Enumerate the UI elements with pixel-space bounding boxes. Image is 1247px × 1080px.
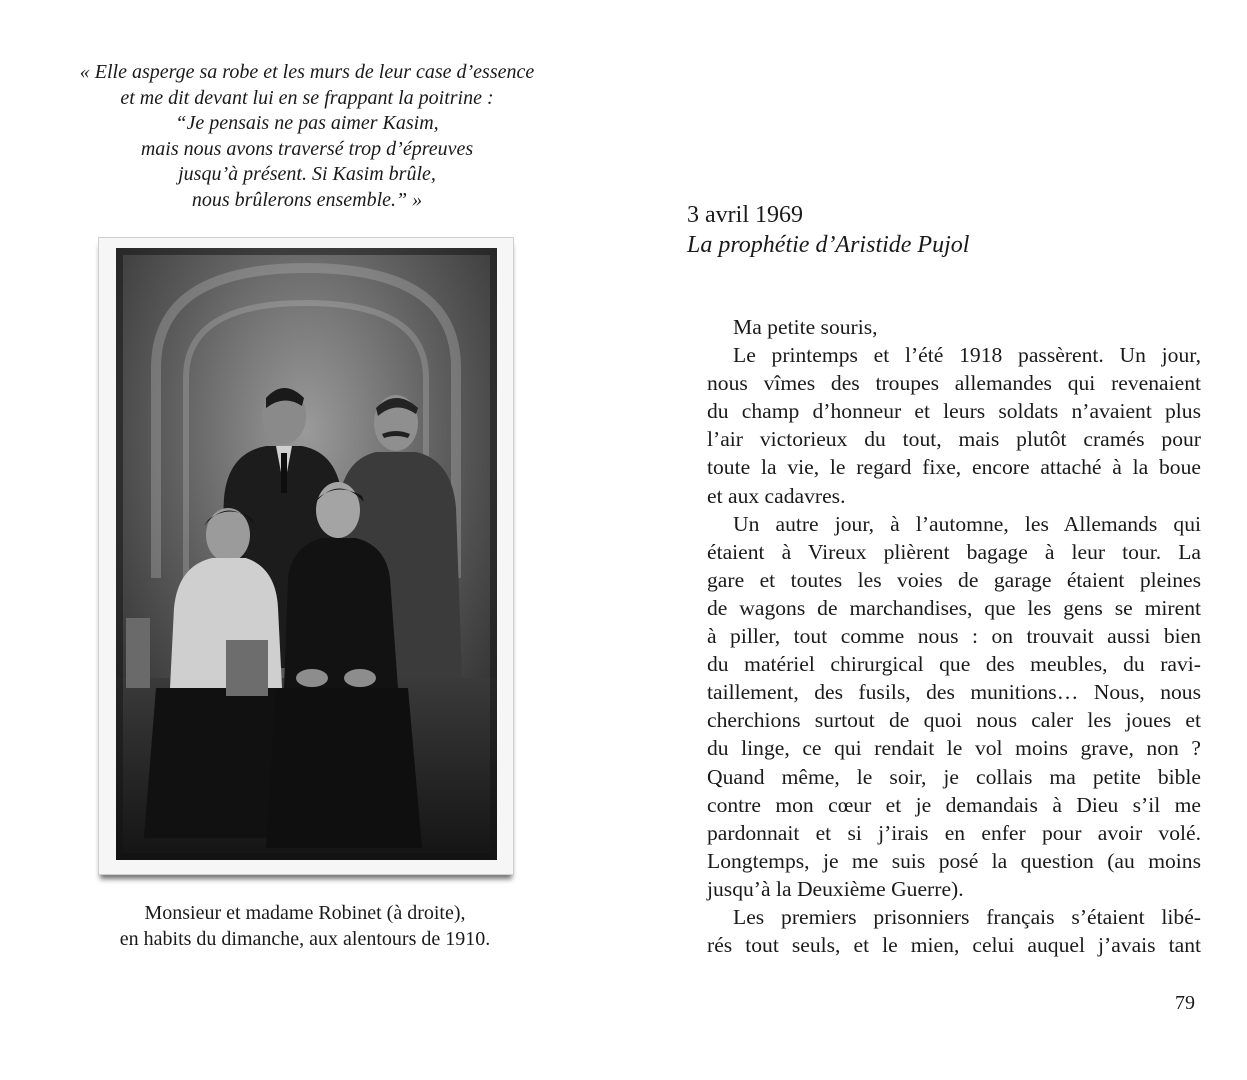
text-line: taillement, des fusils, des munitions… Nous, nous bbox=[707, 680, 1201, 705]
text-line: Les premiers prisonniers français s’étaient libé- bbox=[733, 904, 1201, 929]
epigraph-line: “Je pensais ne pas aimer Kasim, bbox=[175, 112, 439, 134]
portrait-illustration bbox=[116, 248, 497, 860]
epigraph-line: « Elle asperge sa robe et les murs de leur case d’essence bbox=[79, 61, 535, 83]
epigraph-line: nous brûlerons ensemble.” » bbox=[191, 188, 423, 211]
caption-line: en habits du dimanche, aux alentours de 1910. bbox=[119, 928, 491, 950]
text-line: étaient à Vireux plièrent bagage à leur tour. La bbox=[707, 539, 1201, 564]
text-line: et aux cadavres. bbox=[707, 483, 846, 508]
photo-caption bbox=[60, 900, 550, 952]
text-line: Un autre jour, à l’automne, les Allemands qui bbox=[733, 511, 1201, 536]
text-line: rés tout seuls, et le mien, celui auquel j’avais tant bbox=[707, 933, 1201, 958]
text-line: cherchions surtout de quoi nous caler les joues et bbox=[707, 708, 1201, 733]
text-line: du matériel chirurgical que des meubles, du ravi- bbox=[707, 652, 1201, 677]
chapter-heading bbox=[687, 200, 1187, 260]
page-number: 79 bbox=[1175, 992, 1195, 1014]
text-line: Ma petite souris, bbox=[733, 315, 878, 339]
text-line: jusqu’à la Deuxième Guerre). bbox=[707, 876, 964, 901]
text-line: toute la vie, le regard fixe, encore attaché à la boue bbox=[707, 455, 1201, 480]
text-line: Longtemps, je me suis posé la question (au moins bbox=[707, 848, 1201, 873]
text-line: du champ d’honneur et leurs soldats n’avaient plus bbox=[707, 399, 1201, 424]
photo-frame bbox=[98, 237, 514, 875]
epigraph-line: jusqu’à présent. Si Kasim brûle, bbox=[178, 163, 436, 185]
epigraph-line: mais nous avons traversé trop d’épreuves bbox=[140, 137, 474, 160]
chapter-subtitle: La prophétie d’Aristide Pujol bbox=[687, 232, 970, 258]
epigraph-quote bbox=[52, 60, 562, 213]
text-line: gare et toutes les voies de garage étaient pleines bbox=[707, 567, 1201, 592]
text-line: l’air victorieux du tout, mais plutôt cramés pour bbox=[707, 427, 1201, 452]
caption-line: Monsieur et madame Robinet (à droite), bbox=[144, 902, 466, 924]
text-line: Quand même, le soir, je collais ma petite bible bbox=[707, 764, 1201, 789]
text-line: Le printemps et l’été 1918 passèrent. Un jour, bbox=[733, 343, 1201, 368]
letter-body bbox=[707, 313, 1201, 959]
epigraph-line: et me dit devant lui en se frappant la poitrine : bbox=[120, 86, 494, 109]
text-line: de wagons de marchandises, que les gens se mirent bbox=[707, 595, 1201, 620]
text-line: nous vîmes des troupes allemandes qui revenaient bbox=[707, 371, 1201, 396]
chapter-date: 3 avril 1969 bbox=[687, 202, 803, 228]
text-line: à piller, tout comme nous : on trouvait aussi bien bbox=[707, 624, 1201, 649]
text-line: du linge, ce qui rendait le vol moins grave, non ? bbox=[707, 736, 1201, 761]
text-line: contre mon cœur et je demandais à Dieu s’il me bbox=[707, 792, 1201, 817]
text-line: pardonnait et si j’irais en enfer pour avoir volé. bbox=[707, 820, 1201, 845]
vintage-portrait-photo bbox=[116, 248, 497, 860]
